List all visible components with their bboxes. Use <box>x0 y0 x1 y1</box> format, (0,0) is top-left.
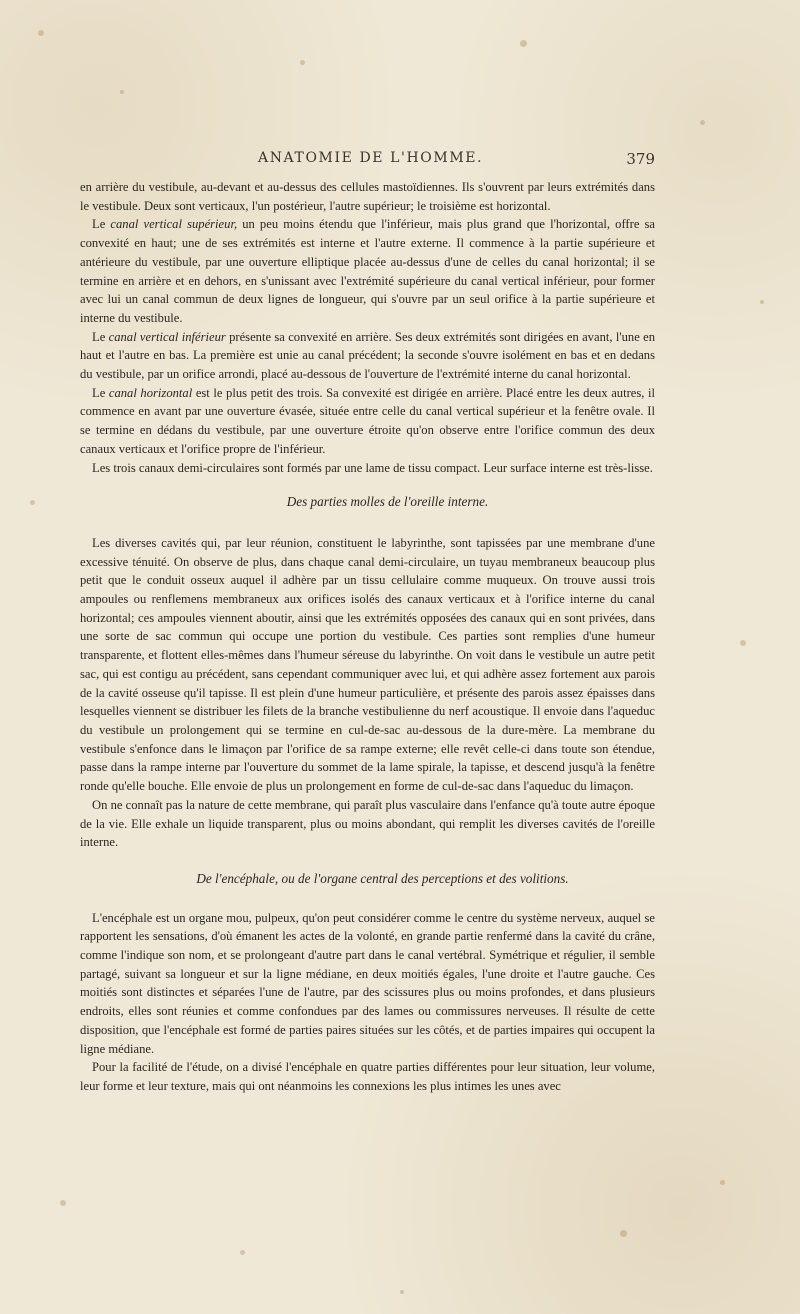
page-number: 379 <box>626 150 655 168</box>
term-canal-vertical-inferieur: canal vertical inférieur <box>108 329 226 344</box>
paragraph: Les trois canaux demi-circulaires sont formés par une lame de tissu compact. Leur surface interne est très-lisse. <box>92 460 653 475</box>
paragraph: Le canal horizontal est le plus petit des trois. Sa convexité est dirigée en arrière. Placé entre les deux autres, il commence en avant par une ouverture évasée, située entre celle du canal vertical supérieur et la fenêtre ovale. Il se termine en dédans du vestibule, par une ouverture étroite qu'on observe entre l'orifice commun des deux canaux verticaux et l'orifice propre de l'inférieur. <box>80 385 656 456</box>
running-head: ANATOMIE DE L'HOMME. <box>258 150 484 166</box>
page-header <box>80 150 655 174</box>
paragraph: Les diverses cavités qui, par leur réunion, constituent le labyrinthe, sont tapissées par une membrane d'une excessive ténuité. On observe de plus, dans chaque canal demi-circulaire, un tuyau membraneux beaucoup plus petit que le conduit osseux auquel il adhère par un tissu cellulaire comme muqueux. On trouve aussi trois ampoules ou renflemens membraneux aux orifices isolés des canaux verticaux et à l'orifice interne du canal horizontal; ces ampoules viennent aboutir, ainsi que les extrémités opposées des canaux qui en sont privées, dans une sorte de sac commun qui occupe une portion du vestibule. Ces parties sont remplies d'une humeur transparente, et flottent elles-mêmes dans l'humeur séreuse du labyrinthe. On voit dans le vestibule un autre petit sac, qui est contigu au précédent, sans cependant communiquer avec lui, et qui adhère assez fortement aux parois de la cavité osseuse qu'il tapisse. Il est plein d'une humeur particulière, et présente des parois assez épaisses dans lesquelles viennent se distribuer les filets de la branche vestibulienne du nerf acoustique. Il envoie dans l'aqueduc du vestibule un prolongement qui se termine en cul-de-sac au-dessous de la dure-mère. La membrane du vestibule s'enfonce dans le limaçon par l'orifice de sa rampe externe; elle revêt celle-ci dans toute son étendue, passe dans la rampe interne par l'ouverture du sommet de la lame spirale, la tapisse, et descend jusqu'à la fenêtre ronde qu'elle bouche. Elle envoie de plus un prolongement en forme de cul-de-sac dans l'aqueduc du limaçon. <box>80 535 655 794</box>
paragraph: Le canal vertical inférieur présente sa convexité en arrière. Ses deux extrémités sont dirigées en avant, l'une en haut et l'autre en bas. La première est unie au canal précédent; la seconde s'ouvre isolément en bas et en dedans du vestibule, par un orifice arrondi, placé au-dessous de l'ouverture de l'extrémité interne du canal horizontal. <box>80 329 655 382</box>
term-canal-vertical-superieur: canal vertical supérieur, <box>110 217 238 232</box>
paragraph: en arrière du vestibule, au-devant et au-dessus des cellules mastoïdiennes. Ils s'ouvrent par leurs extrémités dans le vestibule. Deux sont verticaux, l'un postérieur, l'autre supérieur; le troisième est horizontal. <box>80 180 655 213</box>
paragraph: Pour la facilité de l'étude, on a divisé l'encéphale en quatre parties différentes pour leur situation, leur volume, leur forme et leur texture, mais qui ont néanmoins les connexions les plus intimes les unes avec <box>80 1060 655 1093</box>
paragraph: On ne connaît pas la nature de cette membrane, qui paraît plus vasculaire dans l'enfance qu'à toute autre époque de la vie. Elle exhale un liquide transparent, plus ou moins abondant, qui remplit les diverses cavités de l'oreille interne. <box>80 797 655 850</box>
section-heading: Des parties molles de l'oreille interne. <box>286 494 489 510</box>
term-canal-horizontal: canal horizontal <box>108 385 193 400</box>
paragraph: L'encéphale est un organe mou, pulpeux, qu'on peut considérer comme le centre du système nerveux, auquel se rapportent les sensations, d'où émanent les actes de la volonté, en grande partie renfermé dans la cavité du crâne, comme l'indique son nom, et se prolongeant d'autre part dans le canal vertébral. Symétrique et régulier, il semble partagé, suivant sa longueur et sur la ligne médiane, en deux moitiés égales, l'une droite et l'autre gauche. Ces moitiés sont distinctes et séparées l'une de l'autre, par des scissures plus ou moins profondes, et dans plusieurs endroits, elles sont réunies et comme confondues par des lames ou commissures nerveuses. Il résulte de cette disposition, que l'encéphale est formé de parties paires situées sur les côtés, et de parties impaires qui occupent la ligne médiane. <box>80 910 655 1056</box>
paragraph: Le canal vertical supérieur, un peu moins étendu que l'inférieur, mais plus grand que l'horizontal, offre sa convexité en haut; une de ses extrémités est interne et l'autre externe. Il commence à la partie supérieure et antérieure du vestibule, par une ouverture elliptique placée au-dessus d'une de celles du canal horizontal; il se termine en arrière et en dehors, en s'unissant avec l'extrémité supérieure du canal vertical inférieur, pour former avec lui un canal commun de deux lignes de longueur, qui s'ouvre par un seul orifice à la partie supérieure et interne du vestibule. <box>80 217 656 325</box>
body-text <box>80 178 655 1096</box>
section-heading: De l'encéphale, ou de l'organe central des perceptions et des volitions. <box>196 870 569 886</box>
